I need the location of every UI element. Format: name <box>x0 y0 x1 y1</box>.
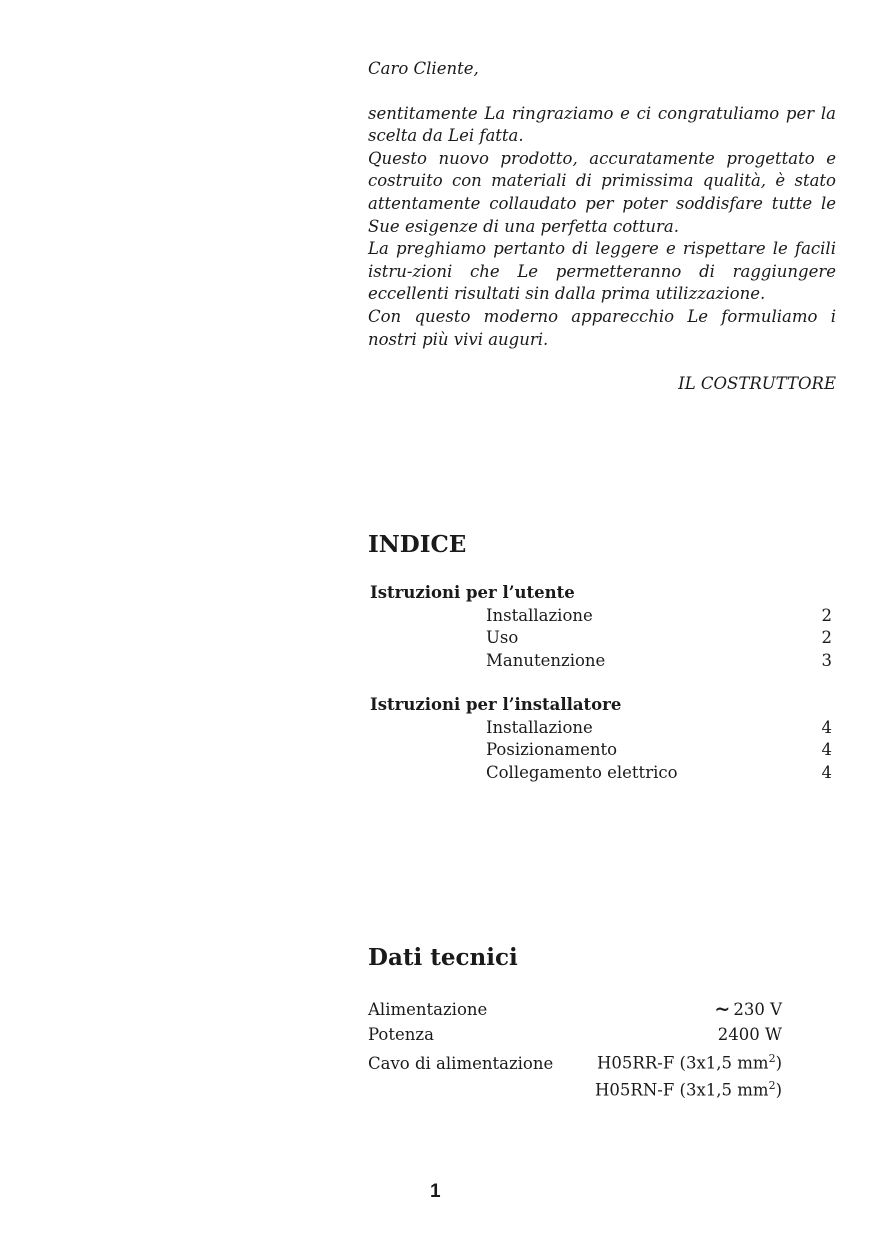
spec-row-supply <box>368 998 782 1025</box>
intro-letter <box>368 58 836 396</box>
letter-paragraph: Con questo moderno apparecchio Le formuliamo i nostri più vivi auguri. <box>368 306 836 349</box>
letter-paragraph: sentitamente La ringraziamo e ci congratuliamo per la scelta da Lei fatta. <box>368 103 836 146</box>
toc-item-label: Collegamento elettrico <box>486 762 678 782</box>
spec-label: Alimentazione <box>368 1000 488 1019</box>
toc-group-title: Istruzioni per l’utente <box>370 583 575 602</box>
page-number: 1 <box>430 1181 441 1202</box>
spec-row-power <box>368 1025 782 1052</box>
toc-item-page: 2 <box>821 628 832 648</box>
toc-item-page: 4 <box>821 740 832 760</box>
toc-row <box>370 717 832 740</box>
toc-item-page: 2 <box>821 605 832 625</box>
toc-item-page: 3 <box>821 650 832 670</box>
letter-paragraph: Questo nuovo prodotto, accuratamente progettato e costruito con materiali di primissima qualità, è stato attentamente collaudato per poter soddisfare tutte le Sue esigenze di una perfetta cottura. <box>368 148 836 236</box>
spec-label: Potenza <box>368 1025 434 1044</box>
cable-type-text: H05RR-F (3x1,5 mm <box>597 1053 769 1073</box>
toc-row <box>370 739 832 762</box>
spec-row-cable-alt <box>368 1079 782 1106</box>
index-title: INDICE <box>368 531 467 558</box>
spec-label: Cavo di alimentazione <box>368 1053 554 1073</box>
spec-value <box>714 998 782 1020</box>
superscript: 2 <box>768 1079 776 1092</box>
spec-value-text: 230 V <box>733 1000 782 1019</box>
ac-symbol-icon: ~ <box>714 998 731 1020</box>
closing-paren: ) <box>775 1053 782 1073</box>
spec-row-cable <box>368 1052 782 1079</box>
specs-table <box>368 998 782 1106</box>
spec-value <box>595 1079 782 1100</box>
toc-row <box>370 605 832 628</box>
specs-title: Dati tecnici <box>368 944 518 971</box>
toc-row <box>370 627 832 650</box>
toc-item-label: Manutenzione <box>486 650 606 670</box>
letter-greeting: Caro Cliente, <box>368 59 479 78</box>
toc-group-user <box>370 582 832 672</box>
toc-group-title: Istruzioni per l’installatore <box>370 695 622 714</box>
superscript: 2 <box>768 1052 776 1065</box>
letter-paragraph: La preghiamo pertanto di leggere e rispettare le facili istru-zioni che Le permetteranno di raggiungere eccellenti risultati sin dalla prima utilizzazione. <box>368 239 836 304</box>
toc-row <box>370 762 832 785</box>
toc-row <box>370 650 832 673</box>
closing-paren: ) <box>775 1080 782 1100</box>
cable-type-text: H05RN-F (3x1,5 mm <box>595 1080 769 1100</box>
toc-item-label: Installazione <box>486 717 593 737</box>
spec-value <box>597 1052 782 1073</box>
toc-group-installer <box>370 694 832 784</box>
letter-signature: IL COSTRUTTORE <box>678 374 836 394</box>
toc-item-page: 4 <box>821 762 832 782</box>
toc-item-label: Posizionamento <box>486 740 618 760</box>
spec-value: 2400 W <box>717 1025 782 1044</box>
toc-item-label: Uso <box>486 628 519 648</box>
toc-item-page: 4 <box>821 717 832 737</box>
toc-item-label: Installazione <box>486 605 593 625</box>
